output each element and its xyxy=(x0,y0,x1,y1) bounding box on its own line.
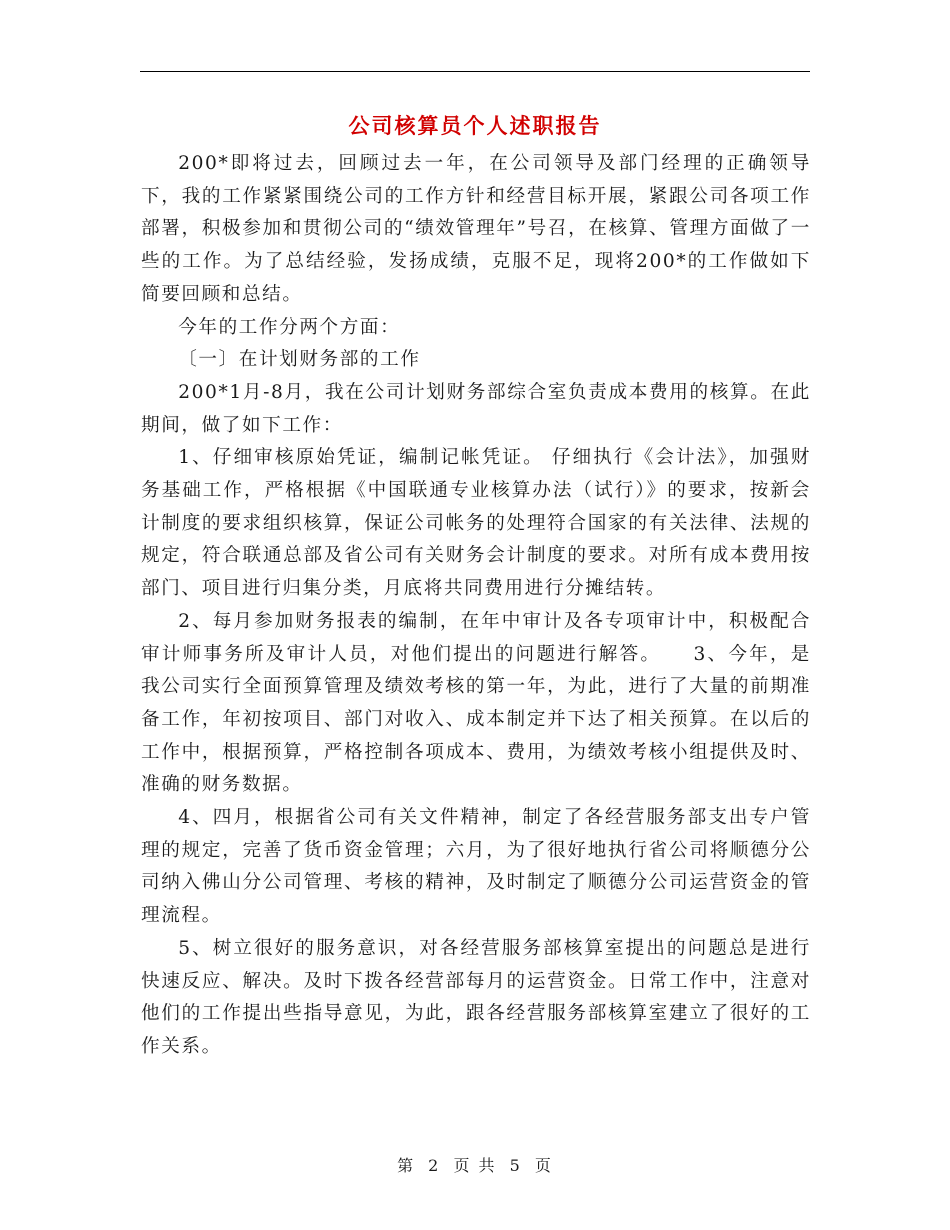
footer-suffix: 页 xyxy=(534,1156,553,1175)
footer-current-page: 2 xyxy=(428,1156,441,1175)
document-body xyxy=(141,148,811,1064)
paragraph-item-1: 1、仔细审核原始凭证，编制记帐凭证。 仔细执行《会计法》，加强财务基础工作，严格根据《中国联通专业核算办法（试行）》的要求，按新会计制度的要求组织核算，保证公司帐务的处理符合国家的有关法律、法规的规定，符合联通总部及省公司有关财务会计制度的要求。对所有成本费用按部门、项目进行归集分类，月底将共同费用进行分摊结转。 xyxy=(141,447,811,600)
paragraph-overview: 今年的工作分两个方面： xyxy=(178,316,401,338)
page-footer xyxy=(0,1153,950,1176)
section-heading-finance-dept: 〔一〕在计划财务部的工作 xyxy=(178,349,421,371)
footer-total-pages: 5 xyxy=(509,1156,522,1175)
paragraph-item-5: 5、树立很好的服务意识，对各经营服务部核算室提出的问题总是进行快速反应、解决。及时下拨各经营部每月的运营资金。日常工作中，注意对他们的工作提出些指导意见，为此，跟各经营服务部核算室建立了很好的工作关系。 xyxy=(141,937,811,1057)
paragraph-item-2-3: 2、每月参加财务报表的编制，在年中审计及各专项审计中，积极配合审计师事务所及审计人员，对他们提出的问题进行解答。 3、今年，是我公司实行全面预算管理及绩效考核的第一年，为此，进行了大量的前期准备工作，年初按项目、部门对收入、成本制定并下达了相关预算。在以后的工作中，根据预算，严格控制各项成本、费用，为绩效考核小组提供及时、准确的财务数据。 xyxy=(141,610,811,796)
paragraph-item-4: 4、四月，根据省公司有关文件精神，制定了各经营服务部支出专户管理的规定，完善了货币资金管理；六月，为了很好地执行省公司将顺德分公司纳入佛山分公司管理、考核的精神，及时制定了顺德分公司运营资金的管理流程。 xyxy=(141,807,811,927)
document-title: 公司核算员个人述职报告 xyxy=(348,113,602,138)
footer-mid: 页 共 xyxy=(453,1156,497,1175)
footer-prefix: 第 xyxy=(397,1156,416,1175)
header-rule xyxy=(140,71,810,72)
paragraph-intro: 200*即将过去，回顾过去一年，在公司领导及部门经理的正确领导下，我的工作紧紧围绕公司的工作方针和经营目标开展，紧跟公司各项工作部署，积极参加和贯彻公司的“绩效管理年”号召，在核算、管理方面做了一些的工作。为了总结经验，发扬成绩，克服不足，现将200*的工作做如下简要回顾和总结。 xyxy=(141,153,811,305)
paragraph-period: 200*1月-8月，我在公司计划财务部综合室负责成本费用的核算。在此期间，做了如下工作： xyxy=(141,381,811,436)
